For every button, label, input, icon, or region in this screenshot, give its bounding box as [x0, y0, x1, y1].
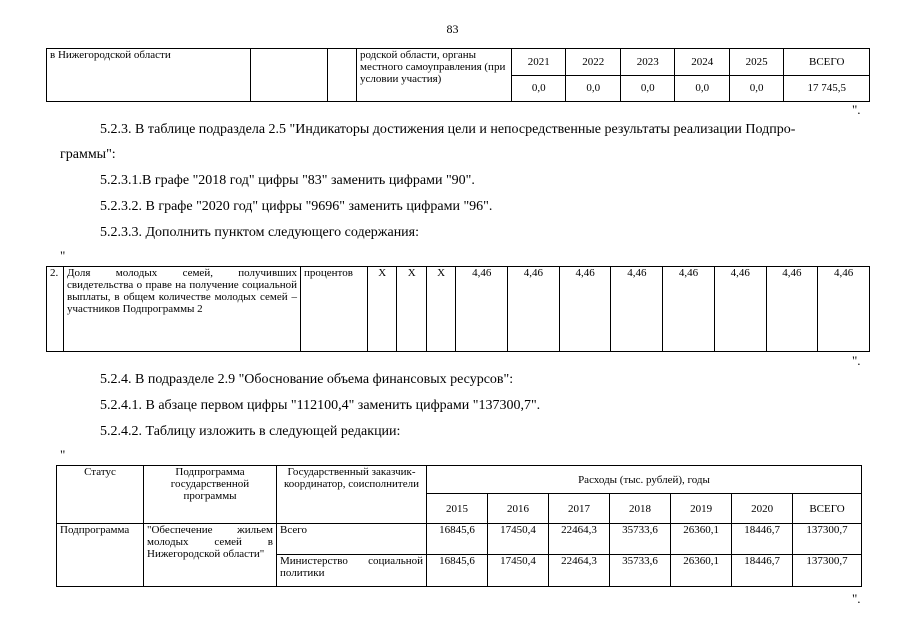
- t3-value: 137300,7: [793, 554, 862, 586]
- t1-value: 0,0: [512, 75, 566, 102]
- t2-cell: 4,46: [456, 267, 508, 352]
- t3-value: 16845,6: [427, 554, 488, 586]
- t3-status: Подпрограмма: [57, 524, 144, 587]
- t2-cell: 4,46: [766, 267, 818, 352]
- t2-cell: X: [426, 267, 455, 352]
- t1-cell-empty: [328, 49, 357, 102]
- paragraph-5-2-3-1: 5.2.3.1.В графе "2018 год" цифры "83" заменить цифрами "90".: [100, 173, 475, 188]
- close-quote: ".: [852, 591, 861, 606]
- t3-value: 17450,4: [488, 524, 549, 554]
- t2-cell: X: [397, 267, 426, 352]
- t3-year: 2015: [427, 494, 488, 524]
- t3-header-expenses: Расходы (тыс. рублей), годы: [427, 466, 862, 494]
- t1-total: 17 745,5: [784, 75, 870, 102]
- t2-row-number: 2.: [47, 267, 64, 352]
- t2-indicator-description: Доля молодых семей, получивших свидетельства о праве на получение социальной выплаты, в общем количестве молодых семей – участников Подпрограммы 2: [64, 267, 301, 352]
- t3-value: 35733,6: [610, 554, 671, 586]
- t2-cell: 4,46: [559, 267, 611, 352]
- table-funding-fragment: [46, 48, 870, 102]
- t1-value: 0,0: [675, 75, 729, 102]
- paragraph-5-2-4-2: 5.2.4.2. Таблицу изложить в следующей редакции:: [100, 424, 401, 439]
- t2-cell: 4,46: [508, 267, 560, 352]
- t3-program-name: "Обеспечение жильем молодых семей в Нижегородской области": [144, 524, 277, 587]
- page-number: 83: [446, 22, 459, 36]
- t2-cell: 4,46: [714, 267, 766, 352]
- paragraph-5-2-3-cont: граммы":: [60, 147, 116, 162]
- paragraph-5-2-4: 5.2.4. В подразделе 2.9 "Обоснование объема финансовых ресурсов":: [100, 372, 514, 387]
- paragraph-5-2-3-3: 5.2.3.3. Дополнить пунктом следующего содержания:: [100, 225, 420, 240]
- t3-year: 2019: [671, 494, 732, 524]
- t3-value: 18446,7: [732, 554, 793, 586]
- table-indicator: [46, 266, 870, 352]
- t1-value: 0,0: [729, 75, 783, 102]
- t1-year: 2023: [620, 49, 674, 76]
- t3-row-label: Министерство социальной политики: [277, 554, 427, 586]
- t3-year: 2018: [610, 494, 671, 524]
- t3-year: 2020: [732, 494, 793, 524]
- t1-year: 2024: [675, 49, 729, 76]
- t1-year: 2022: [566, 49, 620, 76]
- t2-cell: 4,46: [611, 267, 663, 352]
- t3-year: 2016: [488, 494, 549, 524]
- paragraph-5-2-3: 5.2.3. В таблице подраздела 2.5 "Индикаторы достижения цели и непосредственные результаты реализации Подпро-: [100, 122, 796, 137]
- t1-value: 0,0: [620, 75, 674, 102]
- t1-cell-region: в Нижегородской области: [47, 49, 251, 102]
- t3-row-label: Всего: [277, 524, 427, 554]
- t1-year: 2025: [729, 49, 783, 76]
- open-quote: ": [60, 248, 66, 263]
- t3-value: 18446,7: [732, 524, 793, 554]
- t3-header-status: Статус: [57, 466, 144, 524]
- t2-cell: 4,46: [663, 267, 715, 352]
- t3-value: 17450,4: [488, 554, 549, 586]
- t3-year: 2017: [549, 494, 610, 524]
- t3-value: 26360,1: [671, 554, 732, 586]
- t3-value: 35733,6: [610, 524, 671, 554]
- t3-value: 22464,3: [549, 524, 610, 554]
- close-quote: ".: [852, 102, 861, 117]
- t1-year: 2021: [512, 49, 566, 76]
- t3-header-program: Подпрограмма государственной программы: [144, 466, 277, 524]
- t3-value: 137300,7: [793, 524, 862, 554]
- t3-value: 22464,3: [549, 554, 610, 586]
- t1-value: 0,0: [566, 75, 620, 102]
- t3-header-customer: Государственный заказчик-координатор, соисполнители: [277, 466, 427, 524]
- t1-cell-executor: родской области, органы местного самоуправления (при условии участия): [357, 49, 512, 102]
- t2-cell: 4,46: [818, 267, 870, 352]
- open-quote: ": [60, 447, 66, 462]
- t1-total-header: ВСЕГО: [784, 49, 870, 76]
- paragraph-5-2-4-1: 5.2.4.1. В абзаце первом цифры "112100,4" заменить цифрами "137300,7".: [100, 398, 541, 413]
- t3-value: 16845,6: [427, 524, 488, 554]
- close-quote: ".: [852, 353, 861, 368]
- t1-cell-empty: [251, 49, 328, 102]
- t3-total-header: ВСЕГО: [793, 494, 862, 524]
- t2-cell: X: [368, 267, 397, 352]
- table-financing: [56, 465, 862, 587]
- t2-unit: процентов: [301, 267, 368, 352]
- paragraph-5-2-3-2: 5.2.3.2. В графе "2020 год" цифры "9696" заменить цифрами "96".: [100, 199, 493, 214]
- t3-value: 26360,1: [671, 524, 732, 554]
